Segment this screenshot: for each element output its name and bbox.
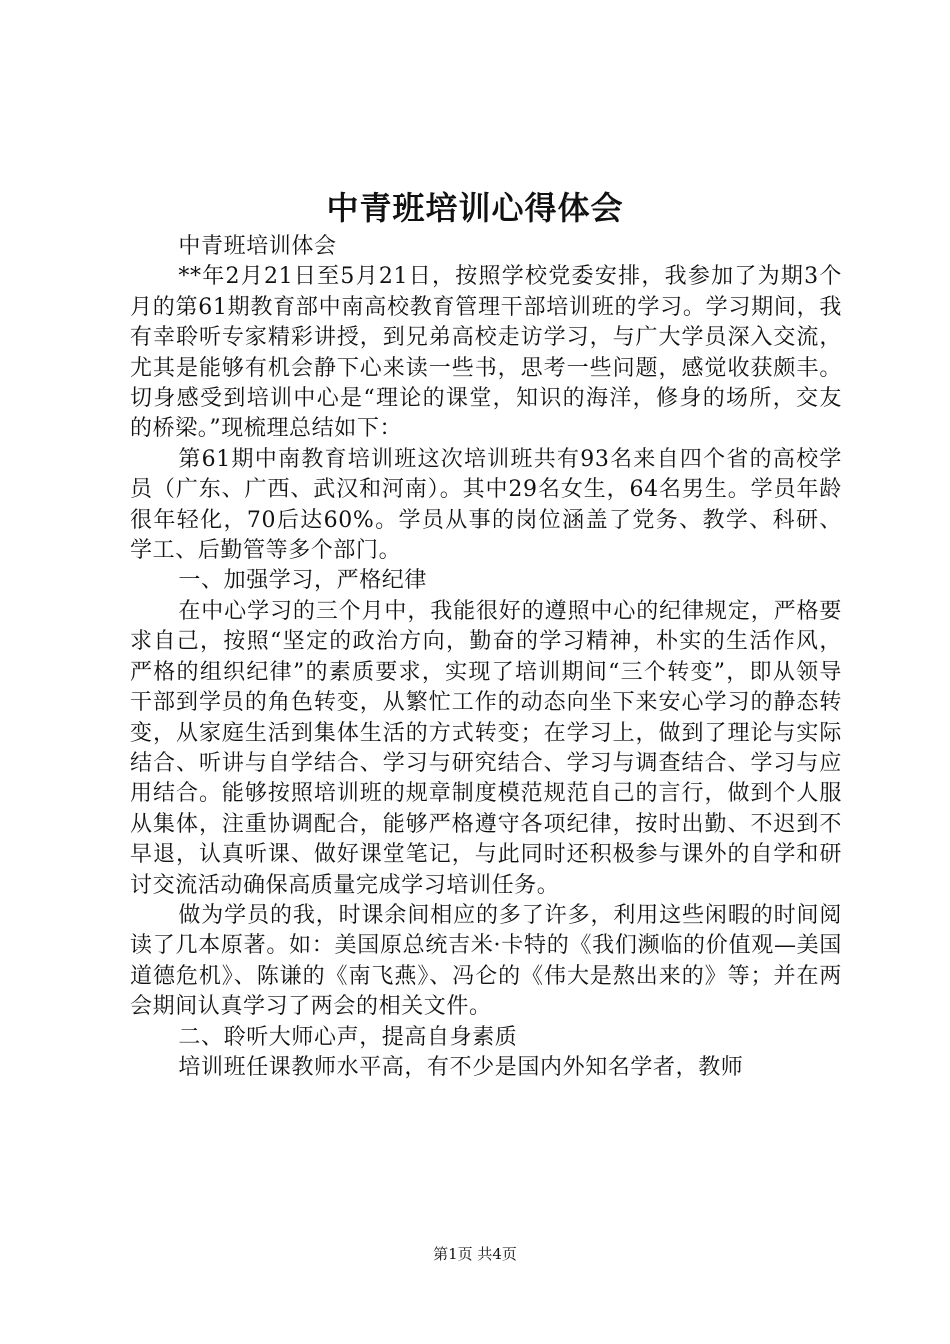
subtitle-paragraph: 中青班培训体会 bbox=[178, 234, 337, 259]
discipline-paragraph: 在中心学习的三个月中，我能很好的遵照中心的纪律规定，严格要求自己，按照“坚定的政治方向，勤奋的学习精神，朴实的生活作风，严格的组织纪律”的素质要求，实现了培训期间“三个转变”，即从领导干部到学员的角色转变，从繁忙工作的动态向坐下来安心学习的静态转变，从家庭生活到集体生活的方式转变；在学习上，做到了理论与实际结合、听讲与自学结合、学习与研究结合、学习与调查结合、学习与应用结合。能够按照培训班的规章制度模范规范自己的言行，做到个人服从集体，注重协调配合，能够严格遵守各项纪律，按时出勤、不迟到不早退，认真听课、做好课堂笔记，与此同时还积极参与课外的自学和研讨交流活动确保高质量完成学习培训任务。 bbox=[130, 598, 842, 898]
page-number: 第1页 共4页 bbox=[433, 1245, 517, 1263]
section-heading-1: 一、加强学习，严格纪律 bbox=[178, 568, 427, 594]
intro-paragraph: **年2月21日至5月21日，按照学校党委安排，我参加了为期3个月的第61期教育部中南高校教育管理干部培训班的学习。学习期间，我有幸聆听专家精彩讲授，到兄弟高校走访学习，与广大学员深入交流，尤其是能够有机会静下心来读一些书，思考一些问题，感觉收获颇丰。切身感受到培训中心是“理论的课堂，知识的海洋，修身的场所，交友的桥梁。”现梳理总结如下： bbox=[130, 264, 842, 442]
reading-paragraph: 做为学员的我，时课余间相应的多了许多，利用这些闲暇的时间阅读了几本原著。如：美国原总统吉米·卡特的《我们濒临的价值观—美国道德危机》、陈谦的《南飞燕》、冯仑的《伟大是熬出来的》等；并在两会期间认真学习了两会的相关文件。 bbox=[130, 902, 842, 1020]
class-overview-paragraph: 第61期中南教育培训班这次培训班共有93名来自四个省的高校学员（广东、广西、武汉和河南）。其中29名女生，64名男生。学员年龄很年轻化，70后达60%。学员从事的岗位涵盖了党务、教学、科研、学工、后勤管等多个部门。 bbox=[130, 446, 842, 564]
teachers-paragraph: 培训班任课教师水平高，有不少是国内外知名学者，教师 bbox=[178, 1054, 744, 1080]
document-title: 中青班培训心得体会 bbox=[326, 189, 624, 227]
document-body bbox=[130, 232, 842, 1083]
section-heading-2: 二、聆听大师心声，提高自身素质 bbox=[178, 1024, 518, 1050]
